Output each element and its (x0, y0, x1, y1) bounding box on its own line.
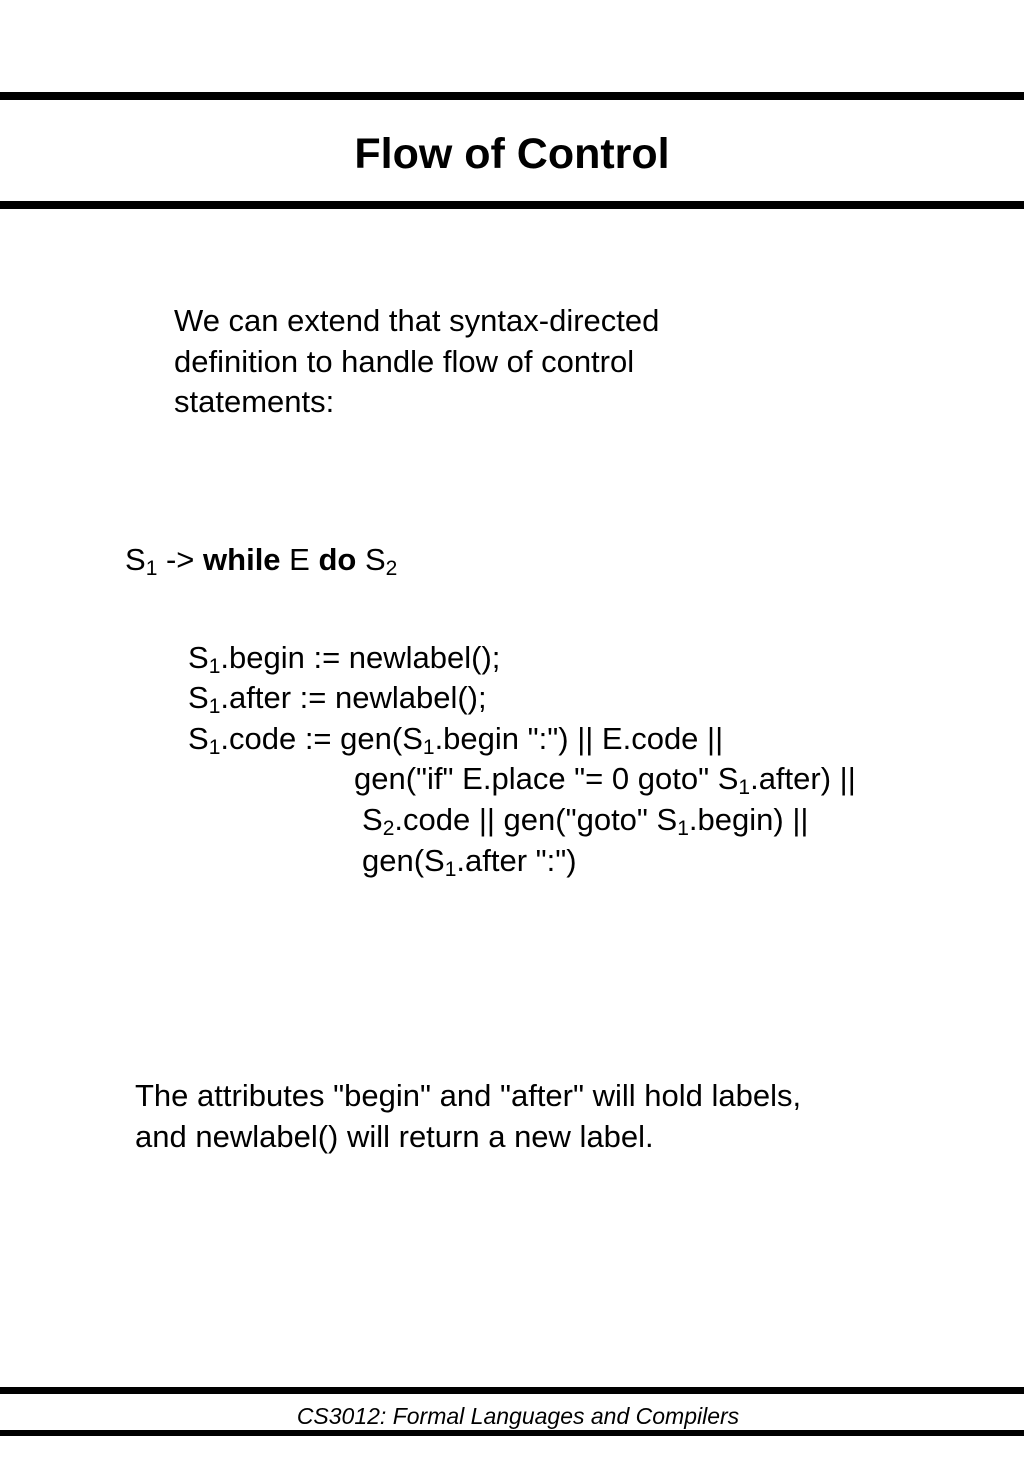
bottom-rule-lower (0, 1430, 1024, 1436)
grammar-production (125, 540, 397, 580)
rule-text: .begin) || (688, 802, 809, 837)
keyword-do: do (318, 542, 357, 577)
rule-text: gen(S (362, 843, 445, 878)
expr-symbol: E (280, 542, 319, 577)
rhs-symbol: S (356, 542, 386, 577)
intro-line: statements: (174, 384, 335, 419)
rule-subscript: 1 (208, 655, 221, 678)
top-rule-lower (0, 201, 1024, 209)
rule-subscript: 1 (422, 736, 435, 759)
rule-text: S (188, 680, 209, 715)
keyword-while: while (203, 542, 281, 577)
rule-line-code-cont-1 (354, 759, 856, 799)
intro-paragraph (174, 301, 774, 423)
lhs-subscript: 1 (145, 557, 158, 580)
intro-line: definition to handle flow of control (174, 343, 635, 379)
rule-subscript: 1 (208, 695, 221, 718)
rule-line-after (188, 678, 487, 718)
top-rule-upper (0, 92, 1024, 100)
footer-course-title: CS3012: Formal Languages and Compilers (296, 1403, 740, 1429)
rule-line-code (188, 719, 723, 759)
rule-text: .after ":") (456, 843, 577, 878)
slide-title: Flow of Control (354, 130, 670, 178)
rule-text: .after) || (750, 761, 856, 796)
note-line: The attributes "begin" and "after" will hold labels, (135, 1078, 802, 1113)
rule-text: .begin := newlabel(); (220, 640, 501, 675)
note-paragraph (135, 1075, 801, 1157)
rule-text: S (362, 802, 383, 837)
rhs-subscript: 2 (385, 557, 398, 580)
rule-text: gen("if" E.place "= 0 goto" S (354, 761, 739, 796)
rule-line-code-cont-3 (362, 841, 577, 881)
rule-subscript: 2 (382, 817, 395, 840)
rule-line-begin (188, 638, 500, 678)
rule-subscript: 1 (444, 858, 457, 881)
rule-subscript: 1 (738, 776, 751, 799)
rule-text: S (188, 721, 209, 756)
rule-text: .code := gen(S (220, 721, 423, 756)
arrow: -> (157, 542, 204, 577)
intro-line: We can extend that syntax-directed (174, 303, 660, 338)
rule-text: .code || gen("goto" S (394, 802, 678, 837)
lhs-symbol: S (125, 542, 146, 577)
rule-subscript: 1 (677, 817, 689, 840)
rule-text: S (188, 640, 209, 675)
bottom-rule-upper (0, 1387, 1024, 1394)
rule-line-code-cont-2 (362, 800, 808, 840)
rule-text: .begin ":") || E.code || (434, 721, 724, 756)
note-line: and newlabel() will return a new label. (135, 1119, 654, 1154)
rule-text: .after := newlabel(); (220, 680, 487, 715)
rule-subscript: 1 (208, 736, 221, 759)
